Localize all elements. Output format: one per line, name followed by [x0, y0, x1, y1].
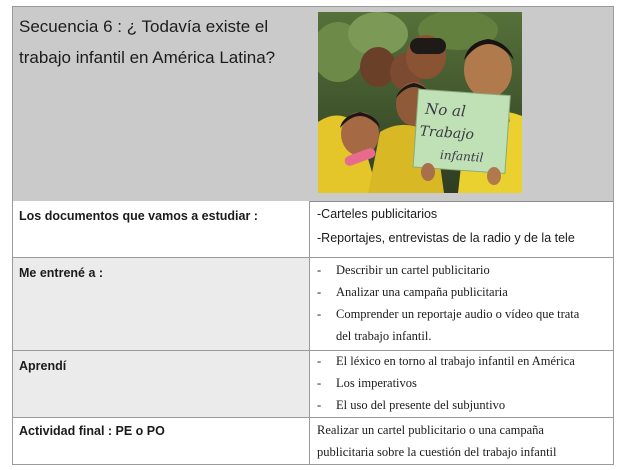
table-header: [13, 7, 613, 202]
table-row: [13, 418, 613, 464]
list-item-text: El léxico en torno al trabajo infantil en América: [336, 354, 575, 368]
children-protest-photo: [318, 12, 522, 193]
bullet-dash: -: [317, 263, 322, 277]
bullet-dash: -: [317, 307, 322, 321]
row-label-text: Aprendí: [19, 359, 67, 373]
list-item: publicitaria sobre la cuestión del trabajo infantil: [317, 445, 557, 459]
row-value-learned: [311, 351, 613, 417]
list-item-text: Comprender un reportaje audio o vídeo que trata: [336, 307, 580, 321]
bullet-dash: -: [317, 398, 322, 412]
photo-illustration: [318, 12, 522, 193]
row-label-final-activity: [13, 418, 310, 464]
row-label-learned: [13, 351, 310, 417]
list-item-text: del trabajo infantil.: [336, 329, 432, 343]
list-item-text: Describir un cartel publicitario: [336, 263, 490, 277]
list-item: -Carteles publicitarios: [317, 207, 438, 221]
row-label-text: Actividad final : PE o PO: [19, 424, 165, 438]
row-label-trained: [13, 258, 310, 350]
list-item-text: Analizar una campaña publicitaria: [336, 285, 508, 299]
sign-text-line-1: No al: [424, 99, 467, 121]
row-label-text: Me entrené a :: [19, 266, 104, 280]
bullet-dash: -: [317, 285, 322, 299]
bullet-dash: -: [317, 376, 322, 390]
list-item: Realizar un cartel publicitario o una campaña: [317, 423, 544, 437]
list-item-text: El uso del presente del subjuntivo: [336, 398, 506, 412]
bullet-dash: -: [317, 354, 322, 368]
list-item-text: Los imperativos: [336, 376, 417, 390]
list-item: -Reportajes, entrevistas de la radio y de la tele: [317, 231, 575, 245]
row-value-documents: [311, 201, 613, 257]
table-row: [13, 351, 613, 418]
sequence-title: Secuencia 6 : ¿ Todavía existe el trabajo infantil en América Latina?: [19, 17, 276, 67]
row-label-documents: [13, 201, 310, 257]
sequence-table: [12, 6, 614, 465]
row-label-text: Los documentos que vamos a estudiar :: [19, 209, 258, 223]
row-value-final-activity: [311, 418, 613, 464]
table-row: [13, 258, 613, 351]
sign-text-line-2: Trabajo: [419, 123, 475, 144]
row-value-trained: [311, 258, 613, 350]
table-row: [13, 201, 613, 258]
sign-text-line-3: infantil: [439, 147, 484, 165]
